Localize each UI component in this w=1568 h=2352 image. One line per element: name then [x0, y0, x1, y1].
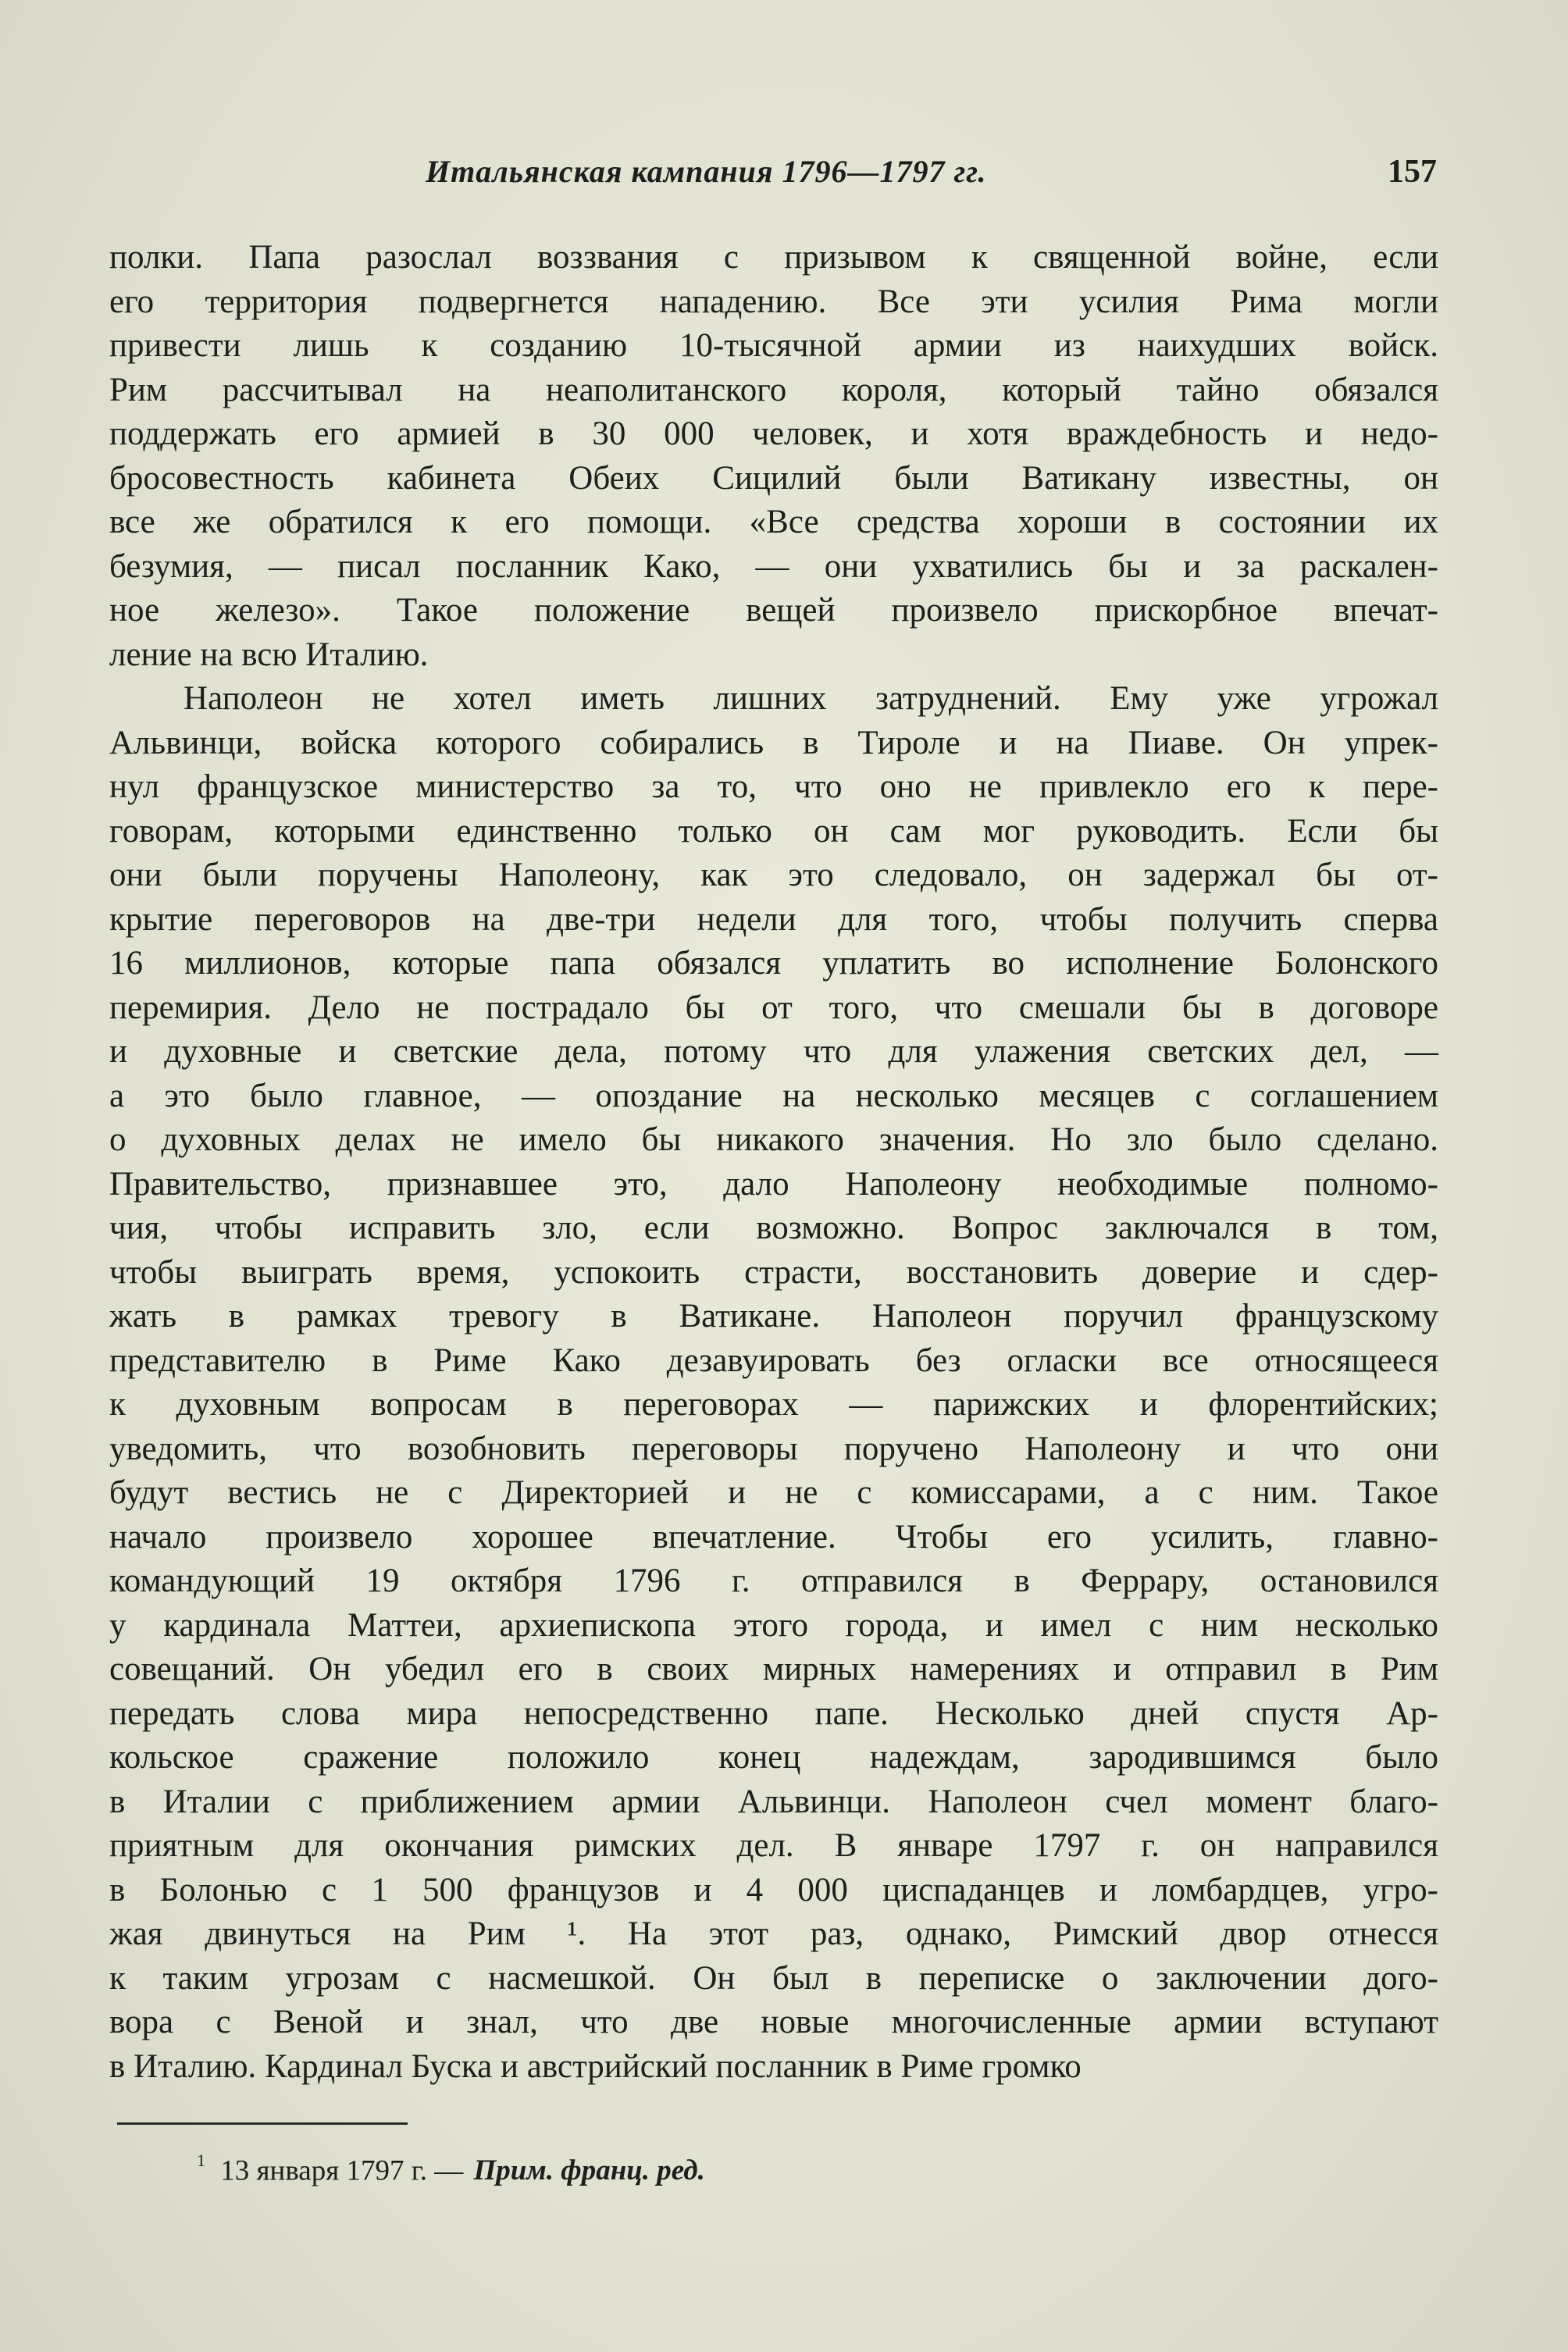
body-text	[109, 236, 1438, 2089]
text-line: в Италию. Кардинал Буска и австрийский посланник в Риме громко	[109, 2047, 1082, 2085]
text-line: к таким угрозам с насмешкой. Он был в переписке о заключении дого-	[109, 1959, 1438, 1997]
text-line: ное железо». Такое положение вещей произвело прискорбное впечат-	[109, 592, 1438, 629]
text-line: все же обратился к его помощи. «Все средства хороши в состоянии их	[109, 504, 1438, 540]
text-line: перемирия. Дело не пострадало бы от того, что смешали бы в договоре	[109, 989, 1438, 1026]
text-line: жая двинуться на Рим ¹. На этот раз, однако, Римский двор отнесся	[109, 1915, 1438, 1952]
running-head	[109, 153, 1437, 201]
text-line: ление на всю Италию.	[109, 636, 429, 673]
text-line: привести лишь к созданию 10-тысячной армии из наихудших войск.	[109, 327, 1438, 364]
text-line: Рим рассчитывал на неаполитанского короля, который тайно обязался	[109, 371, 1438, 408]
text-line: а это было главное, — опоздание на несколько месяцев с соглашением	[109, 1077, 1438, 1114]
text-line: кольское сражение положило конец надеждам, зародившимся было	[109, 1739, 1438, 1776]
footnote-marker: 1	[197, 2151, 205, 2170]
text-line: о духовных делах не имело бы никакого значения. Но зло было сделано.	[109, 1121, 1438, 1158]
text-line: жать в рамках тревогу в Ватикане. Наполеон поручил французскому	[109, 1298, 1438, 1335]
text-line: говорам, которыми единственно только он сам мог руководить. Если бы	[109, 812, 1438, 850]
text-line: полки. Папа разослал воззвания с призывом к священной войне, если	[109, 239, 1438, 276]
text-line: чия, чтобы исправить зло, если возможно. Вопрос заключался в том,	[109, 1210, 1438, 1246]
text-line: приятным для окончания римских дел. В январе 1797 г. он направился	[109, 1827, 1438, 1864]
paragraph	[109, 236, 1438, 677]
text-line: 16 миллионов, которые папа обязался уплатить во исполнение Болонского	[109, 945, 1438, 982]
text-line: командующий 19 октября 1796 г. отправился в Феррару, остановился	[109, 1563, 1438, 1599]
text-line: начало произвело хорошее впечатление. Чтобы его усилить, главно-	[109, 1518, 1438, 1556]
text-line: они были поручены Наполеону, как это следовало, он задержал бы от-	[109, 857, 1438, 893]
page-number: 157	[1388, 154, 1437, 190]
text-line: Альвинци, войска которого собирались в Тироле и на Пиаве. Он упрек-	[109, 724, 1438, 761]
text-line: бросовестность кабинета Обеих Сицилий были Ватикану известны, он	[109, 459, 1438, 497]
text-line: к духовным вопросам в переговорах — парижских и флорентийских;	[109, 1386, 1438, 1423]
text-line: вора с Веной и знал, что две новые многочисленные армии вступают	[109, 2004, 1438, 2040]
footnote-editor-note: Прим. франц. ред.	[473, 2154, 705, 2187]
text-line: Правительство, признавшее это, дало Наполеону необходимые полномо-	[109, 1165, 1438, 1203]
text-line: уведомить, что возобновить переговоры поручено Наполеону и что они	[109, 1430, 1438, 1467]
text-line: безумия, — писал посланник Како, — они ухватились бы и за раскален-	[109, 547, 1438, 585]
footnote-divider	[117, 2122, 408, 2125]
text-line: поддержать его армией в 30 000 человек, и хотя враждебность и недо-	[109, 415, 1438, 452]
text-line: представителю в Риме Како дезавуировать без огласки все относящееся	[109, 1342, 1438, 1379]
footnote	[197, 2151, 705, 2187]
text-line: совещаний. Он убедил его в своих мирных намерениях и отправил в Рим	[109, 1651, 1438, 1687]
text-line: нул французское министерство за то, что оно не привлекло его к пере-	[109, 768, 1438, 805]
text-line: чтобы выиграть время, успокоить страсти, восстановить доверие и сдер-	[109, 1253, 1438, 1291]
text-line: передать слова мира непосредственно папе. Несколько дней спустя Ар-	[109, 1695, 1438, 1732]
running-title: Итальянская кампания 1796—1797 гг.	[426, 154, 987, 189]
text-line: будут вестись не с Директорией и не с комиссарами, а с ним. Такое	[109, 1474, 1438, 1511]
text-line: у кардинала Маттеи, архиепископа этого города, и имел с ним несколько	[109, 1606, 1438, 1644]
text-line: его территория подвергнется нападению. Все эти усилия Рима могли	[109, 283, 1438, 320]
text-line: Наполеон не хотел иметь лишних затруднений. Ему уже угрожал	[184, 680, 1438, 717]
paragraph	[109, 677, 1438, 2089]
text-line: в Болонью с 1 500 французов и 4 000 циспаданцев и ломбардцев, угро-	[109, 1871, 1438, 1908]
text-line: в Италии с приближением армии Альвинци. Наполеон счел момент благо-	[109, 1783, 1438, 1820]
text-line: и духовные и светские дела, потому что для улажения светских дел, —	[109, 1033, 1438, 1070]
text-line: крытие переговоров на две-три недели для того, чтобы получить сперва	[109, 900, 1438, 938]
footnote-text: 13 января 1797 г. —	[220, 2154, 464, 2187]
